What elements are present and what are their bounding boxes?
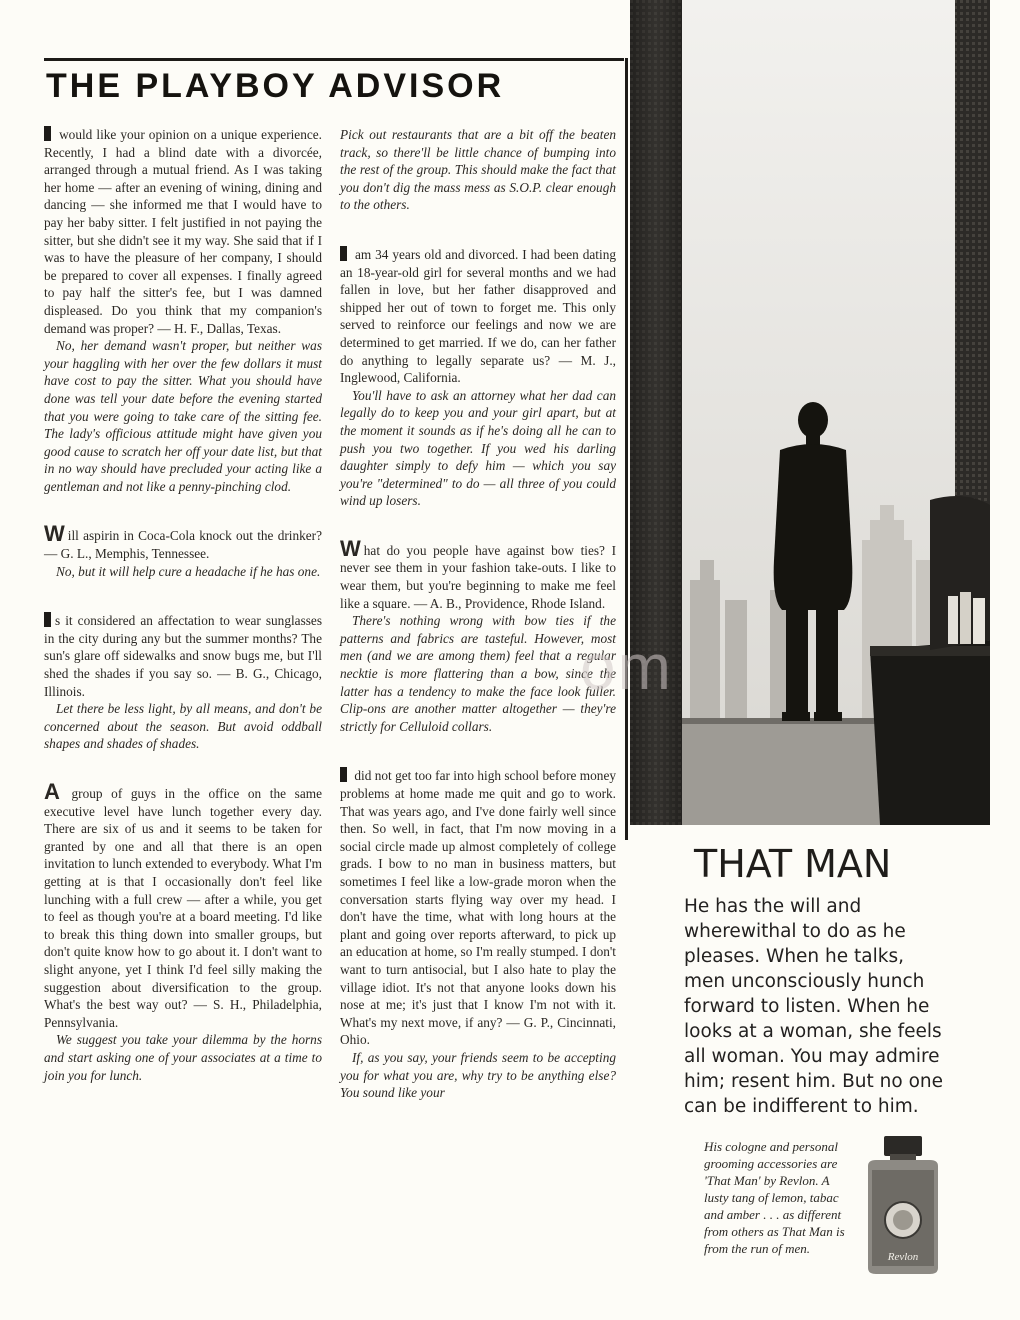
ad-photo-man-at-window — [630, 0, 990, 825]
letter-block — [44, 521, 322, 580]
letter-question — [44, 126, 322, 337]
letter-question — [44, 521, 322, 562]
ad-caption: His cologne and personal grooming accessories are 'That Man' by Revlon. A lusty tang of lemon, tabac and amber . . . as different from others as That Man is from the run of men. — [704, 1139, 845, 1256]
letter-question — [44, 779, 322, 1031]
letter-block — [44, 779, 322, 1084]
ad-body-copy: He has the will and wherewithal to do as he pleases. When he talks, men unconsciously hunch forward to listen. When he looks at a woman, she feels all woman. You may admire him; resent him. But no one can be indifferent to him. — [684, 896, 944, 1117]
letter-answer: No, but it will help cure a headache if he has one. — [56, 563, 321, 579]
drop-cap-i — [44, 126, 51, 141]
letter-answer: There's nothing wrong with bow ties if the patterns and fabrics are tasteful. However, most men (and we are among them) feel that a regular necktie is more flattering than a bow, since the latter has a tendency to make the face look fuller. Clip-ons are another matter altogether — they're strictly for Celluloid collars. — [340, 613, 616, 734]
cologne-bottle-image — [862, 1136, 944, 1276]
drop-cap-i — [44, 612, 51, 627]
letter-text: group of guys in the office on the same executive level have lunch together every day. There are six of us and it seems to be taken for granted by one and all that there is an open invitation to lunch extended to everybody. What I'm getting at is that I occasionally don't feel like lunching with a full crew — after a while, you get to feel as though you're at a board meeting. I'd like to break this thing down into smaller groups, but don't quite know how to go about it. I don't want to slight anyone, yet I think I'd feel silly making the suggestion about diversification to the group. What's the best way out? — S. H., Philadelphia, Pennsylvania. — [44, 786, 322, 1030]
letter-answer: Let there be less light, by all means, and don't be concerned about the season. But avoid oddball shapes and shades of shades. — [44, 701, 322, 752]
letter-block — [340, 246, 616, 510]
letter-text: s it considered an affectation to wear sunglasses in the city during any but the summer months? The sun's glare off sidewalks and snow bugs me, but I'll shed the shades if you say so. — B. G., Chicago, Illinois. — [44, 613, 322, 699]
letter-block — [340, 535, 616, 736]
letter-question — [340, 535, 616, 612]
letter-answer-continued: Pick out restaurants that are a bit off the beaten track, so there'll be little chance of bumping into the rest of the group. This should make the fact that you don't dig the mass mess as S.O.P. clear enough to the others. — [340, 127, 616, 213]
drop-cap-i — [340, 246, 347, 261]
ad-headline: THAT MAN — [694, 842, 892, 886]
drop-cap: W — [44, 521, 65, 547]
article-column-right — [340, 126, 616, 1134]
watermark-text: om — [580, 631, 673, 703]
drop-cap: A — [44, 779, 60, 804]
page-title: THE PLAYBOY ADVISOR — [46, 67, 505, 105]
drop-cap: W — [340, 535, 361, 561]
bottle-brand-label: Revlon — [887, 1251, 919, 1263]
letter-block — [340, 767, 616, 1101]
letter-text: ill aspirin in Coca-Cola knock out the drinker? — G. L., Memphis, Tennessee. — [44, 528, 322, 562]
letter-block — [340, 126, 616, 214]
article-header — [44, 58, 624, 105]
letter-answer: If, as you say, your friends seem to be accepting you for what you are, why try to be anything else? You sound like your — [340, 1049, 616, 1101]
column-divider-rule — [625, 58, 628, 840]
letter-block — [44, 126, 322, 495]
drop-cap-i — [340, 767, 347, 782]
letter-answer: No, her demand wasn't proper, but neither was your haggling with her over the few dollars it must have cost to pay the sitter. What you should have done was tell your date before the evening started that you were going to take care of the sitting fee. The lady's officious attitude might have given you good cause to scratch her off your date list, but that in no way should have precluded your acting like a gentleman and not like a penny-pinching clod. — [44, 338, 322, 494]
letter-question — [340, 767, 616, 1049]
letter-text: would like your opinion on a unique experience. Recently, I had a blind date with a divorcée, arranged through a mutual friend. As I was taking her home — after an evening of wining, dining and dancing — she informed me that I would have to pay her baby sitter. I felt justified in not paying the sitter, but she didn't see it my way. She said that if I was to have the pleasure of her company, I should be prepared to cover all expenses. I finally agreed to pay half the sitter's fee, but I was damned displeased. Do you think that my companion's demand was proper? — H. F., Dallas, Texas. — [44, 127, 322, 336]
letter-text: hat do you people have against bow ties? I never see them in your fashion take-outs. I like to wear them, but you're beginning to make me feel like a square. — A. B., Providence, Rhode Island. — [340, 542, 616, 611]
letter-text: am 34 years old and divorced. I had been dating an 18-year-old girl for several months and we had fallen in love, but her father disapproved and shipped her out of town to forget me. This only served to reinforce our feelings and now we are determined to get married. If we do, can her father do anything to legally separate us? — M. J., Inglewood, California. — [340, 246, 616, 386]
letter-answer: You'll have to ask an attorney what her dad can legally do to keep you and your girl apart, but at the moment it sounds as if he's doing all he can to push you two together. If you wed his darling daughter simply to defy him — which you say you're "determined" to do — all three of you could wind up losers. — [340, 387, 616, 509]
article-column-left — [44, 126, 322, 1116]
letter-question — [44, 612, 322, 700]
letter-question — [340, 246, 616, 387]
letter-text: did not get too far into high school before money problems at home made me quit and go to work. That was years ago, and I've done fairly well since then. So well, in fact, that I'm now moving in a social circle made up almost completely of college grads. I bow to no man in business matters, but sometimes I feel like a low-grade moron when the conversation starts flying way over my head. I don't have the time, what with long hours at the plant and going over reports afterward, to pick up an education at home, so I'm really stumped. I don't want to turn antisocial, but I also hate to play the village idiot. It's not that anyone looks down his nose at me; it's just that I know I'm not with it. What's my next move, if any? — G. P., Cincinnati, Ohio. — [340, 768, 616, 1048]
letter-block — [44, 612, 322, 753]
letter-answer: We suggest you take your dilemma by the horns and start asking one of your associates at a time to join you for lunch. — [44, 1032, 322, 1083]
